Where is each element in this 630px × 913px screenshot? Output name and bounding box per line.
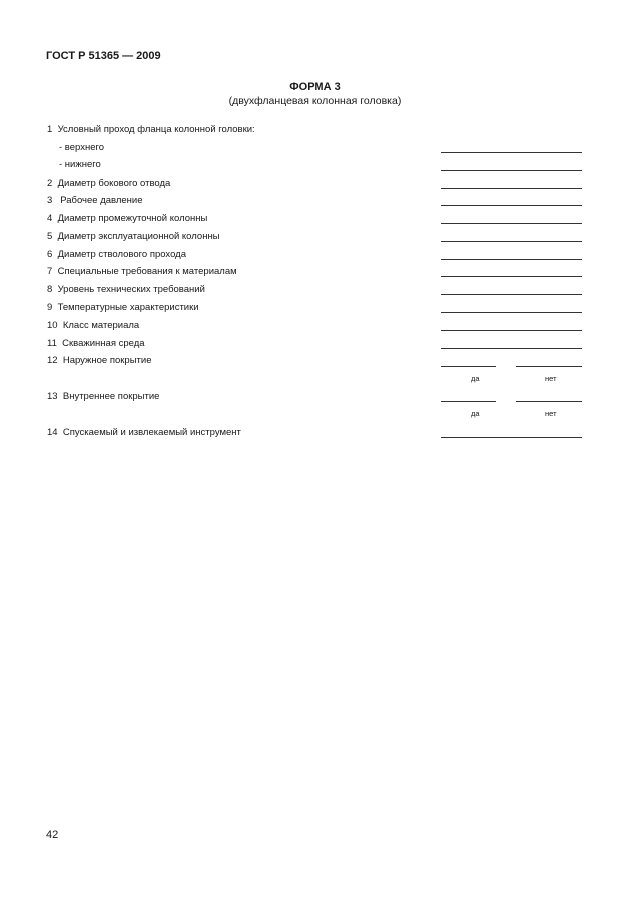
input-line-7[interactable] [441, 276, 582, 277]
input-line-upper[interactable] [441, 152, 582, 153]
form-item-1-upper: - верхнего [59, 142, 105, 153]
form-item-8: 8 Уровень технических требований [47, 284, 205, 295]
form-item-1: 1 Условный проход фланца колонной головки: [47, 124, 255, 135]
input-line-2[interactable] [441, 188, 582, 189]
document-header: ГОСТ Р 51365 — 2009 [46, 50, 161, 62]
input-line-6[interactable] [441, 259, 582, 260]
form-item-6: 6 Диаметр стволового прохода [47, 249, 186, 260]
input-line-12-no[interactable] [516, 366, 582, 367]
option-yes-label: да [471, 374, 480, 383]
input-line-13-yes[interactable] [441, 401, 496, 402]
form-item-5: 5 Диаметр эксплуатационной колонны [47, 231, 220, 242]
input-line-12-yes[interactable] [441, 366, 496, 367]
form-item-9: 9 Температурные характеристики [47, 302, 199, 313]
option-no-label: нет [545, 374, 557, 383]
form-item-13: 13 Внутреннее покрытие [47, 391, 160, 402]
input-line-5[interactable] [441, 241, 582, 242]
input-line-8[interactable] [441, 294, 582, 295]
form-item-1-lower: - нижнего [59, 159, 101, 170]
form-item-12: 12 Наружное покрытие [47, 355, 152, 366]
form-item-14: 14 Спускаемый и извлекаемый инструмент [47, 427, 241, 438]
input-line-3[interactable] [441, 205, 582, 206]
input-line-11[interactable] [441, 348, 582, 349]
input-line-4[interactable] [441, 223, 582, 224]
form-item-7: 7 Специальные требования к материалам [47, 266, 237, 277]
input-line-10[interactable] [441, 330, 582, 331]
input-line-14[interactable] [441, 437, 582, 438]
option-no-label: нет [545, 409, 557, 418]
form-item-3: 3 Рабочее давление [47, 195, 143, 206]
input-line-9[interactable] [441, 312, 582, 313]
form-item-4: 4 Диаметр промежуточной колонны [47, 213, 208, 224]
input-line-13-no[interactable] [516, 401, 582, 402]
form-item-2: 2 Диаметр бокового отвода [47, 178, 171, 189]
form-subtitle: (двухфланцевая колонная головка) [228, 95, 402, 107]
form-title: ФОРМА 3 [289, 81, 341, 93]
option-yes-label: да [471, 409, 480, 418]
input-line-lower[interactable] [441, 170, 582, 171]
page-number: 42 [46, 829, 59, 841]
form-item-11: 11 Скважинная среда [47, 338, 145, 349]
form-item-10: 10 Класс материала [47, 320, 140, 331]
